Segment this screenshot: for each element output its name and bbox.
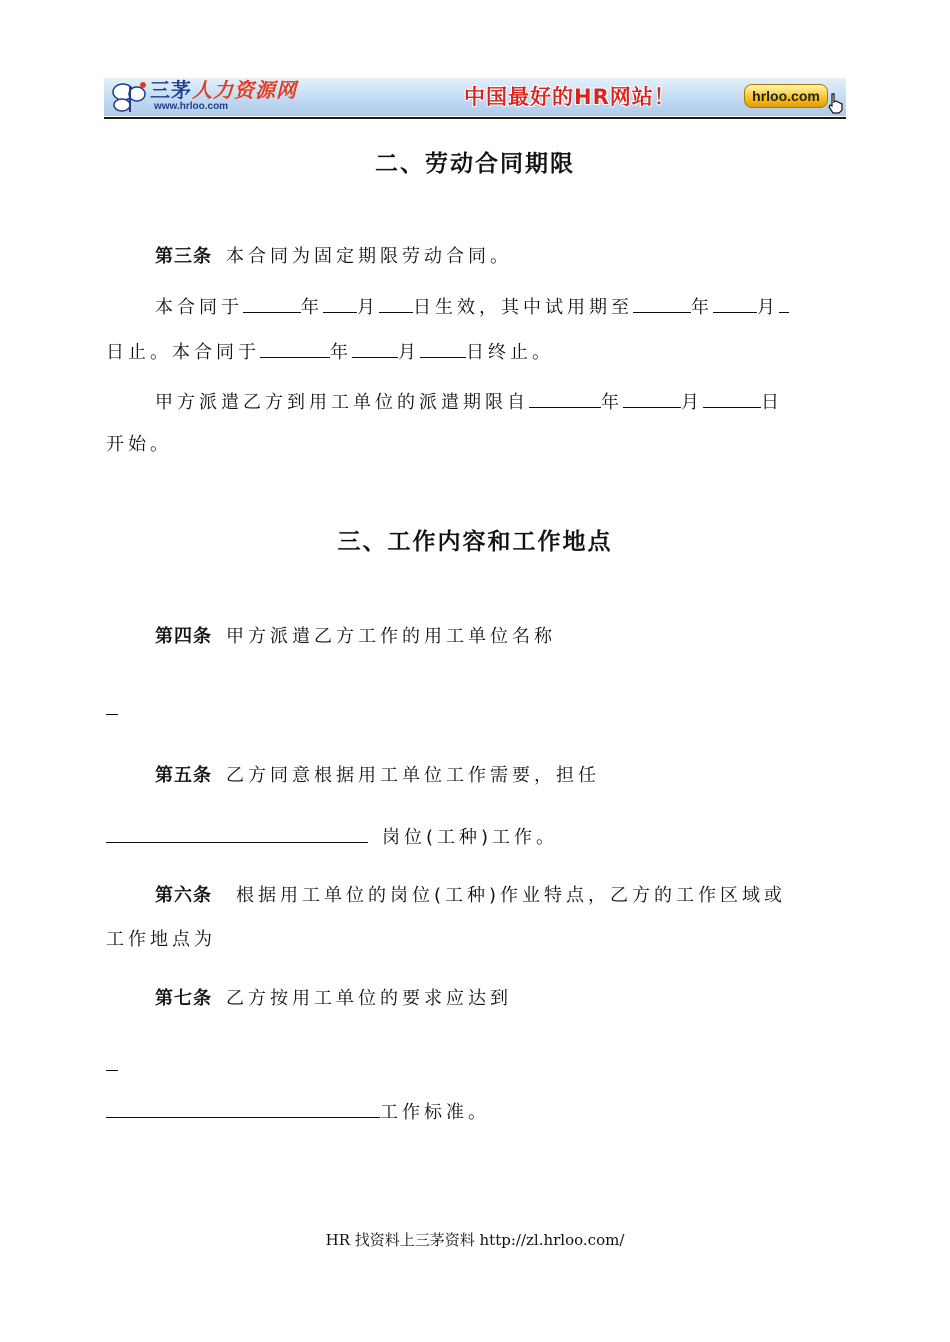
text-fragment: 工作标准。 — [380, 1102, 490, 1123]
text-fragment: 月 — [398, 342, 420, 363]
text-fragment: 年 — [330, 342, 352, 363]
article-7 — [155, 985, 512, 1013]
page-footer: HR 找资料上三茅资料 http://zl.hrloo.com/ — [325, 1231, 625, 1249]
article-3 — [155, 243, 512, 271]
text-fragment: 年 — [691, 297, 713, 318]
blank-month-2[interactable] — [713, 292, 757, 313]
slogan: 中国最好的HR网站！ — [464, 85, 676, 109]
article-4-label: 第四条 — [155, 626, 212, 647]
dispatch-period-line-2: 开始。 — [106, 434, 172, 455]
text-fragment: 本合同于 — [155, 297, 243, 318]
text-fragment: 日终止。 — [466, 342, 554, 363]
text-fragment: 日止。本合同于 — [106, 342, 260, 363]
hrloo-site-button[interactable]: hrloo.com — [744, 84, 828, 108]
article-7-line-2 — [106, 1097, 490, 1127]
logo-name: 三茅人力资源网 — [150, 78, 297, 102]
termination-date-line — [106, 337, 554, 367]
article-5-label: 第五条 — [155, 765, 212, 786]
text-fragment: 年 — [601, 392, 623, 413]
article-4 — [155, 623, 556, 651]
text-fragment: 月 — [757, 297, 779, 318]
effective-date-line — [155, 292, 789, 322]
article-5-line-2 — [106, 822, 558, 852]
article-3-label: 第三条 — [155, 246, 212, 267]
blank-year-2[interactable] — [633, 292, 691, 313]
blank-employer-name[interactable] — [106, 696, 118, 715]
header-banner[interactable] — [104, 78, 846, 116]
text-fragment: 日生效，其中试用期至 — [413, 297, 633, 318]
dispatch-period-line — [155, 387, 783, 417]
article-6 — [155, 882, 786, 910]
text-fragment: 年 — [301, 297, 323, 318]
blank-year-1[interactable] — [243, 292, 301, 313]
text-fragment: 月 — [681, 392, 703, 413]
blank-month-1[interactable] — [323, 292, 357, 313]
article-5-text: 乙方同意根据用工单位工作需要，担任 — [226, 765, 600, 786]
article-5 — [155, 762, 600, 790]
article-7-text: 乙方按用工单位的要求应达到 — [226, 988, 512, 1009]
blank-standard-start[interactable] — [106, 1052, 118, 1071]
article-6-label: 第六条 — [155, 885, 212, 906]
article-6-text: 根据用工单位的岗位(工种)作业特点，乙方的工作区域或 — [236, 885, 787, 906]
blank-year-3[interactable] — [260, 337, 330, 358]
blank-work-standard[interactable] — [106, 1097, 380, 1118]
section-3-title: 三、工作内容和工作地点 — [337, 529, 613, 555]
blank-day-4[interactable] — [703, 387, 761, 408]
text-fragment: 岗位(工种)工作。 — [382, 827, 559, 848]
article-6-line-2: 工作地点为 — [106, 929, 216, 950]
text-fragment: 日 — [761, 392, 783, 413]
blank-day-3[interactable] — [420, 337, 466, 358]
article-4-text: 甲方派遣乙方工作的用工单位名称 — [226, 626, 556, 647]
blank-year-4[interactable] — [529, 387, 601, 408]
blank-month-4[interactable] — [623, 387, 681, 408]
text-fragment: 甲方派遣乙方到用工单位的派遣期限自 — [155, 392, 529, 413]
text-fragment: 月 — [357, 297, 379, 318]
header-rule — [104, 117, 846, 119]
blank-position[interactable] — [106, 822, 368, 843]
hand-pointer-icon — [826, 92, 844, 114]
logo-url: www.hrloo.com — [154, 101, 229, 112]
blank-day-2[interactable] — [779, 292, 789, 313]
article-7-label: 第七条 — [155, 988, 212, 1009]
section-2-title: 二、劳动合同期限 — [375, 151, 575, 177]
article-3-text: 本合同为固定期限劳动合同。 — [226, 246, 512, 267]
blank-day-1[interactable] — [379, 292, 413, 313]
butterfly-logo-icon — [110, 80, 150, 114]
blank-month-3[interactable] — [352, 337, 398, 358]
